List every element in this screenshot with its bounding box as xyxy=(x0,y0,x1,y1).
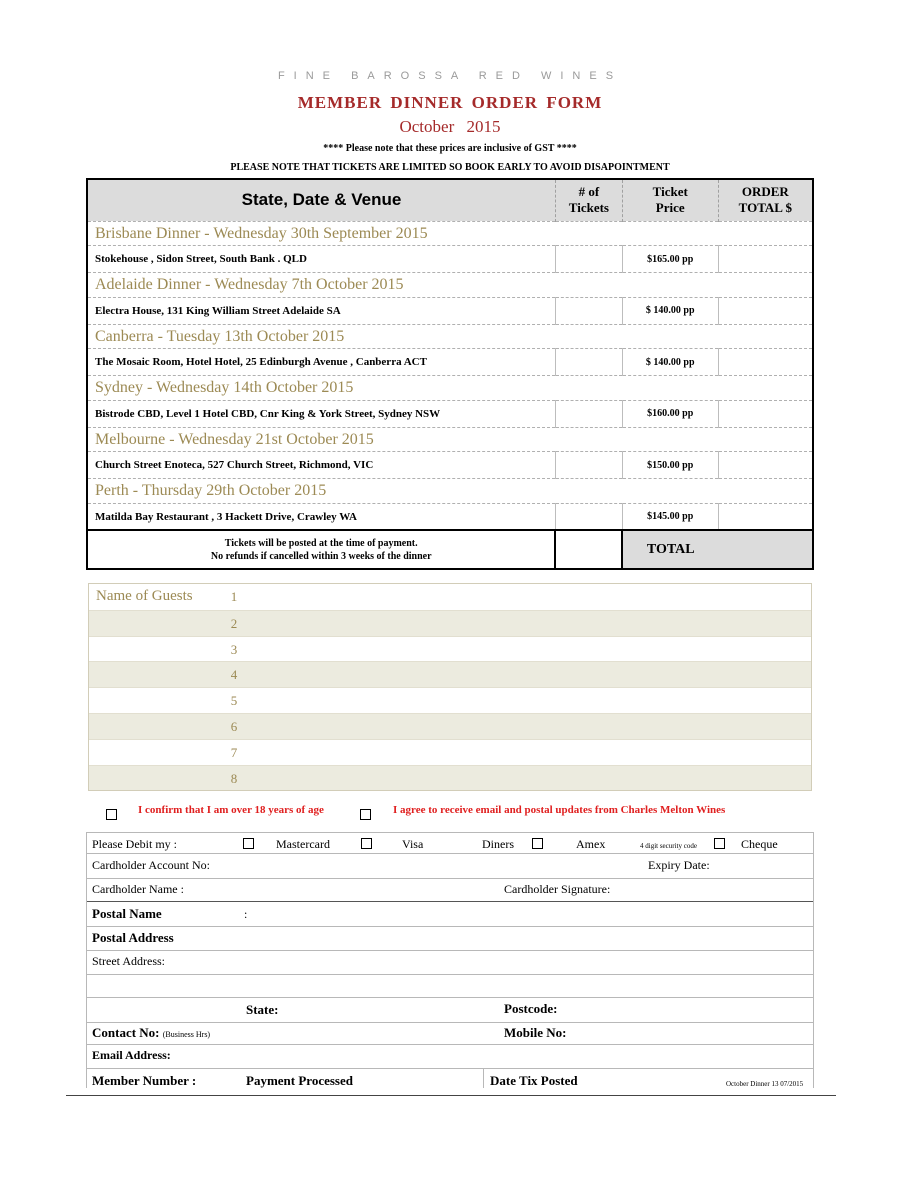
refund-policy-note: No refunds if cancelled within 3 weeks of the dinner xyxy=(210,550,432,562)
venue-name: Bistrode CBD, Level 1 Hotel CBD, Cnr King & York Street, Sydney NSW xyxy=(87,400,555,427)
venue-column-header: State, Date & Venue xyxy=(87,179,555,221)
venue-name: The Mosaic Room, Hotel Hotel, 25 Edinburgh Avenue , Canberra ACT xyxy=(87,349,555,376)
guest-number: 6 xyxy=(230,718,238,734)
guest-number: 1 xyxy=(230,589,238,604)
street-address-label: Street Address: xyxy=(92,954,165,968)
order-table-header xyxy=(87,179,813,221)
document-code: October Dinner 13 07/2015 xyxy=(726,1080,804,1088)
cheque-checkbox[interactable] xyxy=(714,838,725,849)
event-heading: Canberra - Tuesday 13th October 2015 xyxy=(87,324,813,348)
debit-label: Please Debit my : xyxy=(92,837,177,851)
venue-row xyxy=(87,503,813,530)
date-tix-posted-label: Date Tix Posted xyxy=(490,1073,578,1088)
event-heading: Perth - Thursday 29th October 2015 xyxy=(87,479,813,503)
postal-name-colon: : xyxy=(244,907,248,921)
event-heading: Sydney - Wednesday 14th October 2015 xyxy=(87,376,813,400)
updates-consent-checkbox[interactable] xyxy=(360,809,371,820)
ticket-price: $ 140.00 pp xyxy=(622,349,718,376)
footer-spacer xyxy=(555,530,622,569)
event-heading-row xyxy=(87,376,813,400)
postal-name-label: Postal Name xyxy=(92,906,162,921)
tickets-input[interactable] xyxy=(555,503,622,530)
guest-row[interactable] xyxy=(89,765,811,791)
security-code-note: 4 digit security code xyxy=(640,842,697,850)
cheque-label: Cheque xyxy=(741,837,778,851)
guest-row[interactable] xyxy=(89,584,811,610)
tickets-input[interactable] xyxy=(555,452,622,479)
tickets-header-line2: Tickets xyxy=(568,200,609,216)
venue-row xyxy=(87,452,813,479)
tickets-header-line1: # of xyxy=(578,184,600,200)
postal-address-label: Postal Address xyxy=(92,930,174,945)
visa-checkbox[interactable] xyxy=(361,838,372,849)
ticket-price: $ 140.00 pp xyxy=(622,297,718,324)
diners-label: Diners xyxy=(482,837,514,851)
event-heading-row xyxy=(87,221,813,245)
cardholder-name-label: Cardholder Name : xyxy=(92,882,184,896)
postal-note: Tickets will be posted at the time of payment. xyxy=(224,537,418,549)
price-header-line2: Price xyxy=(655,200,685,216)
guest-names-label: Name of Guests xyxy=(96,588,193,604)
venue-row xyxy=(87,297,813,324)
gst-note: **** Please note that these prices are inclusive of GST **** xyxy=(323,143,577,154)
guest-number: 4 xyxy=(230,667,238,683)
venue-name: Church Street Enoteca, 527 Church Street, Richmond, VIC xyxy=(87,452,555,479)
tickets-column-header xyxy=(555,179,622,221)
guest-row[interactable] xyxy=(89,687,811,713)
contact-no-label xyxy=(92,1025,210,1041)
order-total-input[interactable] xyxy=(718,297,813,324)
guest-number: 8 xyxy=(230,770,238,786)
state-label: State: xyxy=(246,1002,279,1017)
mastercard-label: Mastercard xyxy=(276,837,330,851)
postcode-label: Postcode: xyxy=(504,1001,558,1016)
member-number-label: Member Number : xyxy=(92,1073,197,1088)
event-heading: Adelaide Dinner - Wednesday 7th October 2015 xyxy=(87,273,813,297)
venue-row xyxy=(87,246,813,273)
signature-label: Cardholder Signature: xyxy=(504,882,611,896)
ticket-price: $160.00 pp xyxy=(622,400,718,427)
page-bottom-rule xyxy=(66,1095,836,1096)
diners-checkbox[interactable] xyxy=(532,838,543,849)
price-header-line1: Ticket xyxy=(652,184,688,200)
guest-row[interactable] xyxy=(89,636,811,662)
tickets-input[interactable] xyxy=(555,246,622,273)
expiry-date-label: Expiry Date: xyxy=(648,858,710,872)
guest-number: 3 xyxy=(230,641,238,657)
order-total-input[interactable] xyxy=(718,503,813,530)
total-column-header xyxy=(718,179,813,221)
total-header-line1: ORDER xyxy=(741,184,789,200)
price-column-header xyxy=(622,179,718,221)
age-confirm-checkbox[interactable] xyxy=(106,809,117,820)
guest-number: 2 xyxy=(230,615,238,631)
mobile-no-label: Mobile No: xyxy=(504,1025,567,1040)
order-table xyxy=(86,178,814,570)
account-no-label: Cardholder Account No: xyxy=(92,858,210,872)
event-heading-row xyxy=(87,273,813,297)
ticket-price: $150.00 pp xyxy=(622,452,718,479)
amex-label: Amex xyxy=(576,837,606,851)
guest-number: 7 xyxy=(230,744,238,760)
guest-names-box xyxy=(88,583,812,791)
venue-name: Electra House, 131 King William Street Adelaide SA xyxy=(87,297,555,324)
form-subtitle: October 2015 xyxy=(399,117,501,136)
grand-total-input[interactable] xyxy=(718,530,813,569)
guest-number: 5 xyxy=(230,693,238,709)
brand-name: FINE BAROSSA RED WINES xyxy=(277,70,623,82)
contact-no-text: Contact No: xyxy=(92,1025,160,1040)
payment-details-form xyxy=(86,832,814,1090)
form-title: MEMBER DINNER ORDER FORM xyxy=(297,93,603,112)
venue-name: Stokehouse , Sidon Street, South Bank . QLD xyxy=(87,246,555,273)
venue-row xyxy=(87,400,813,427)
payment-processed-label: Payment Processed xyxy=(246,1073,353,1088)
order-total-input[interactable] xyxy=(718,452,813,479)
tickets-input[interactable] xyxy=(555,349,622,376)
refund-note xyxy=(87,530,555,569)
business-hrs-note: (Business Hrs) xyxy=(162,1030,211,1039)
visa-label: Visa xyxy=(402,837,424,851)
age-confirm-label: I confirm that I am over 18 years of age xyxy=(138,804,324,816)
email-label: Email Address: xyxy=(92,1048,171,1062)
order-total-input[interactable] xyxy=(718,400,813,427)
guest-row[interactable] xyxy=(89,661,811,687)
mastercard-checkbox[interactable] xyxy=(243,838,254,849)
venue-name: Matilda Bay Restaurant , 3 Hackett Drive, Crawley WA xyxy=(87,503,555,530)
total-header-line2: TOTAL $ xyxy=(738,200,792,216)
event-heading: Melbourne - Wednesday 21st October 2015 xyxy=(87,427,813,451)
tickets-input[interactable] xyxy=(555,400,622,427)
venue-row xyxy=(87,349,813,376)
order-total-input[interactable] xyxy=(718,349,813,376)
total-label: TOTAL xyxy=(622,530,718,569)
updates-consent-label: I agree to receive email and postal updates from Charles Melton Wines xyxy=(393,804,726,816)
ticket-price: $165.00 pp xyxy=(622,246,718,273)
guest-row[interactable] xyxy=(89,713,811,739)
guest-row[interactable] xyxy=(89,739,811,765)
event-heading-row xyxy=(87,479,813,503)
order-total-input[interactable] xyxy=(718,246,813,273)
ticket-price: $145.00 pp xyxy=(622,503,718,530)
order-table-footer xyxy=(87,530,813,569)
guest-row[interactable] xyxy=(89,610,811,636)
limited-tickets-note: PLEASE NOTE THAT TICKETS ARE LIMITED SO BOOK EARLY TO AVOID DISAPOINTMENT xyxy=(230,162,670,173)
event-heading-row xyxy=(87,427,813,451)
event-heading-row xyxy=(87,324,813,348)
event-heading: Brisbane Dinner - Wednesday 30th September 2015 xyxy=(87,221,813,245)
tickets-input[interactable] xyxy=(555,297,622,324)
